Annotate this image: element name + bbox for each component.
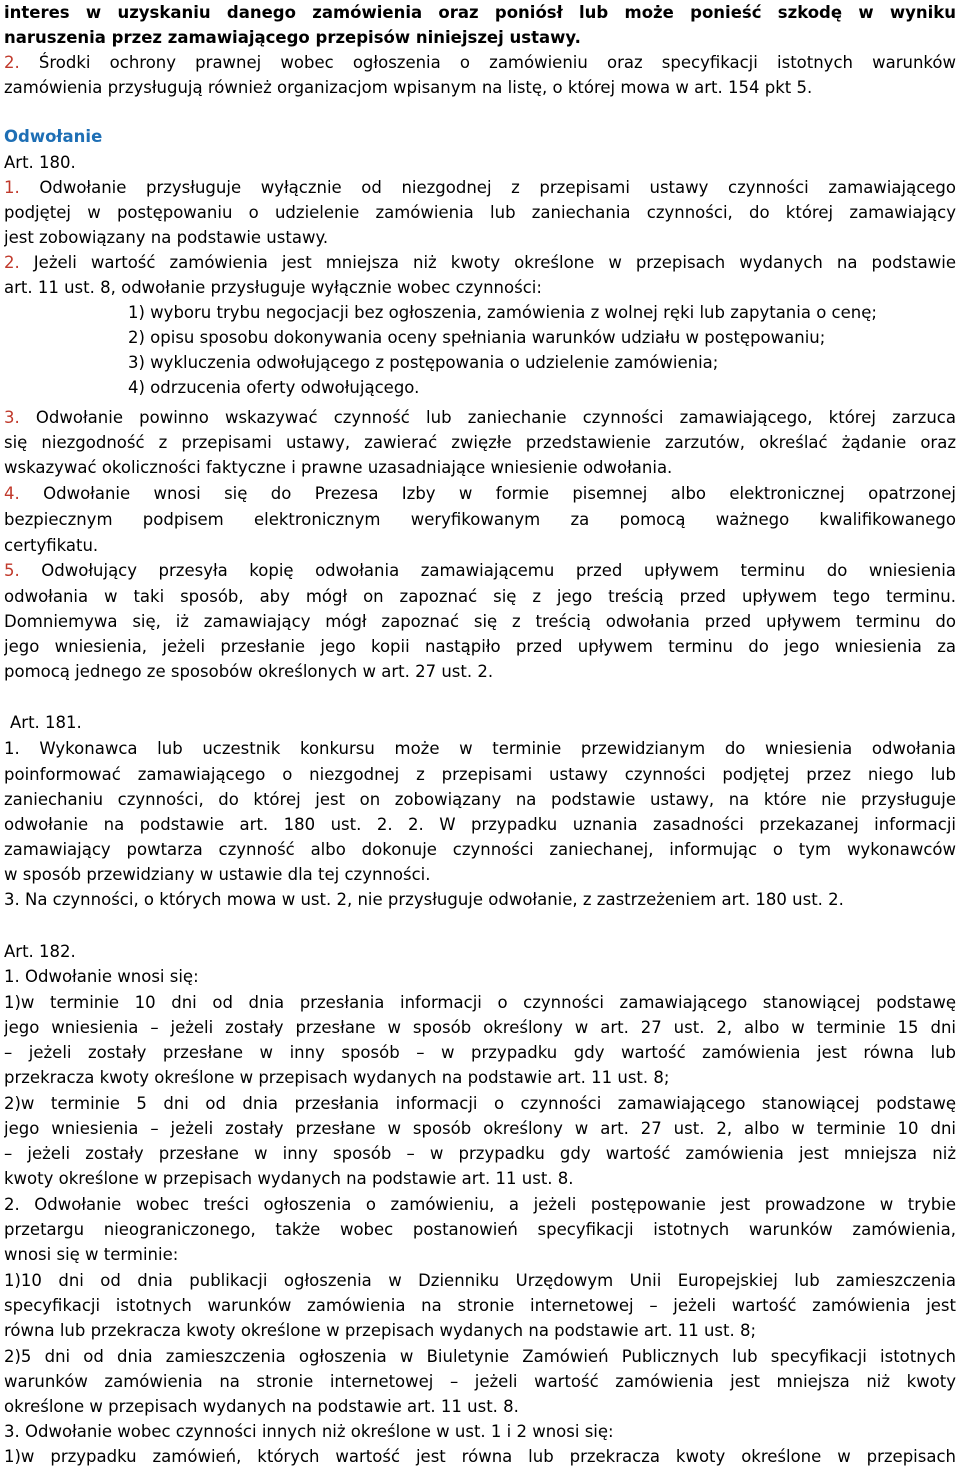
par2-line-1: 2. Środki ochrony prawnej wobec ogłoszenia o zamówieniu oraz specyfikacji istotnych warunków xyxy=(4,53,956,72)
intro-line-1: interes w uzyskaniu danego zamówienia oraz poniósł lub może ponieść szkodę w wyniku xyxy=(4,3,956,22)
art181-line-5: zamawiający powtarza czynność albo dokonuje czynności zaniechanej, informując o tym wykonawców xyxy=(4,840,956,859)
art182-line-4: – jeżeli zostały przesłane w inny sposób – w przypadku gdy wartość zamówienia jest równa lub xyxy=(4,1043,956,1062)
art180-p1-line-3: jest zobowiązany na podstawie ustawy. xyxy=(4,228,329,247)
art180-p5-line-1: 5. Odwołujący przesyła kopię odwołania zamawiającemu przed upływem terminu do wniesienia xyxy=(4,561,956,580)
art180-p5-line-4: jego wniesienia, jeżeli przesłanie jego kopii nastąpiło przed upływem terminu do jego wniesienia za xyxy=(4,637,956,656)
section-title: Odwołanie xyxy=(4,127,103,146)
par2-line-2: zamówienia przysługują również organizacjom wpisanym na listę, o której mowa w art. 154 pkt 5. xyxy=(4,78,813,97)
art182-line-6: 2)w terminie 5 dni od dnia przesłania informacji o czynności zamawiającego stanowiącej podstawę xyxy=(4,1094,956,1113)
art181-line-2: poinformować zamawiającego o niezgodnej z przepisami ustawy czynności podjętej przez niego lub xyxy=(4,765,956,784)
art180-list-item-2: 2) opisu sposobu dokonywania oceny spełniania warunków udziału w postępowaniu; xyxy=(128,328,826,347)
art180-p4-line-1: 4. Odwołanie wnosi się do Prezesa Izby w formie pisemnej albo elektronicznej opatrzonej xyxy=(4,484,956,503)
art180-list-item-4: 4) odrzucenia oferty odwołującego. xyxy=(128,378,420,397)
art180-p4-line-2: bezpiecznym podpisem elektronicznym weryfikowanym za pomocą ważnego kwalifikowanego xyxy=(4,510,956,529)
art180-p5-line-5: pomocą jednego ze sposobów określonych w art. 27 ust. 2. xyxy=(4,662,494,681)
art182-line-13: 1)10 dni od dnia publikacji ogłoszenia w Dzienniku Urzędowym Unii Europejskiej lub zamieszczenia xyxy=(4,1271,956,1290)
art181-line-3: zaniechaniu czynności, do której jest on zobowiązany na podstawie ustawy, na które nie przysługuje xyxy=(4,790,956,809)
art182-line-8: – jeżeli zostały przesłane w inny sposób – w przypadku gdy wartość zamówienia jest mniejsza niż xyxy=(4,1144,956,1163)
art180-p3-line-1: 3. Odwołanie powinno wskazywać czynność lub zaniechanie czynności zamawiającego, której zarzuca xyxy=(4,408,956,427)
art182-line-2: 1)w terminie 10 dni od dnia przesłania informacji o czynności zamawiającego stanowiącej podstawę xyxy=(4,993,956,1012)
art180-p5-line-3: Domniemywa się, iż zamawiający mógł zapoznać się z treścią odwołania przed upływem terminu do xyxy=(4,612,956,631)
art182-line-17: warunków zamówienia na stronie internetowej – jeżeli wartość zamówienia jest mniejsza niż kwoty xyxy=(4,1372,956,1391)
art181-line-7: 3. Na czynności, o których mowa w ust. 2, nie przysługuje odwołanie, z zastrzeżeniem art. 180 ust. 2. xyxy=(4,890,844,909)
art182-line-12: wnosi się w terminie: xyxy=(4,1245,179,1264)
art180-list-item-3: 3) wykluczenia odwołującego z postępowania o udzielenie zamówienia; xyxy=(128,353,719,372)
art182-line-16: 2)5 dni od dnia zamieszczenia ogłoszenia w Biuletynie Zamówień Publicznych lub specyfikacji istotnych xyxy=(4,1347,956,1366)
art181-line-6: w sposób przewidziany w ustawie dla tej czynności. xyxy=(4,865,431,884)
art180-p5-line-2: odwołania w taki sposób, aby mógł on zapoznać się z jego treścią przed upływem tego terminu. xyxy=(4,587,956,606)
art182-line-10: 2. Odwołanie wobec treści ogłoszenia o zamówieniu, a jeżeli postępowanie jest prowadzone w trybie xyxy=(4,1195,956,1214)
art181-title: Art. 181. xyxy=(10,713,82,732)
art182-line-11: przetargu nieograniczonego, także wobec postanowień specyfikacji istotnych warunków zamówienia, xyxy=(4,1220,956,1239)
art182-line-5: przekracza kwoty określone w przepisach wydanych na podstawie art. 11 ust. 8; xyxy=(4,1068,670,1087)
art182-line-18: określone w przepisach wydanych na podstawie art. 11 ust. 8. xyxy=(4,1397,519,1416)
art182-line-7: jego wniesienia – jeżeli zostały przesłane w sposób określony w art. 27 ust. 2, albo w terminie 10 dni xyxy=(4,1119,956,1138)
art180-p1-line-1: 1. Odwołanie przysługuje wyłącznie od niezgodnej z przepisami ustawy czynności zamawiającego xyxy=(4,178,956,197)
art182-line-19: 3. Odwołanie wobec czynności innych niż określone w ust. 1 i 2 wnosi się: xyxy=(4,1422,614,1441)
art180-p3-line-3: wskazywać okoliczności faktyczne i prawne uzasadniające wniesienie odwołania. xyxy=(4,458,673,477)
art180-p3-line-2: się niezgodność z przepisami ustawy, zawierać zwięzłe przedstawienie zarzutów, określać żądanie oraz xyxy=(4,433,956,452)
intro-line-2: naruszenia przez zamawiającego przepisów niniejszej ustawy. xyxy=(4,28,581,47)
art182-line-3: jego wniesienia – jeżeli zostały przesłane w sposób określony w art. 27 ust. 2, albo w terminie 15 dni xyxy=(4,1018,956,1037)
art182-title: Art. 182. xyxy=(4,942,76,961)
art181-line-1: 1. Wykonawca lub uczestnik konkursu może w terminie przewidzianym do wniesienia odwołania xyxy=(4,739,956,758)
art180-p1-line-2: podjętej w postępowaniu o udzielenie zamówienia lub zaniechania czynności, do której zamawiający xyxy=(4,203,956,222)
art182-line-9: kwoty określone w przepisach wydanych na podstawie art. 11 ust. 8. xyxy=(4,1169,574,1188)
art180-p2-line-2: art. 11 ust. 8, odwołanie przysługuje wyłącznie wobec czynności: xyxy=(4,278,542,297)
art182-line-14: specyfikacji istotnych warunków zamówienia na stronie internetowej – jeżeli wartość zamówienia jest xyxy=(4,1296,956,1315)
art180-list-item-1: 1) wyboru trybu negocjacji bez ogłoszenia, zamówienia z wolnej ręki lub zapytania o cenę; xyxy=(128,303,877,322)
art180-p4-line-3: certyfikatu. xyxy=(4,536,99,555)
art182-line-15: równa lub przekracza kwoty określone w przepisach wydanych na podstawie art. 11 ust. 8; xyxy=(4,1321,757,1340)
art182-line-1: 1. Odwołanie wnosi się: xyxy=(4,967,199,986)
art180-p2-line-1: 2. Jeżeli wartość zamówienia jest mniejsza niż kwoty określone w przepisach wydanych na podstawie xyxy=(4,253,956,272)
art180-title: Art. 180. xyxy=(4,153,76,172)
art182-line-20: 1)w przypadku zamówień, których wartość jest równa lub przekracza kwoty określone w przepisach xyxy=(4,1447,956,1466)
art181-line-4: odwołanie na podstawie art. 180 ust. 2. 2. W przypadku uznania zasadności przekazanej informacji xyxy=(4,815,956,834)
